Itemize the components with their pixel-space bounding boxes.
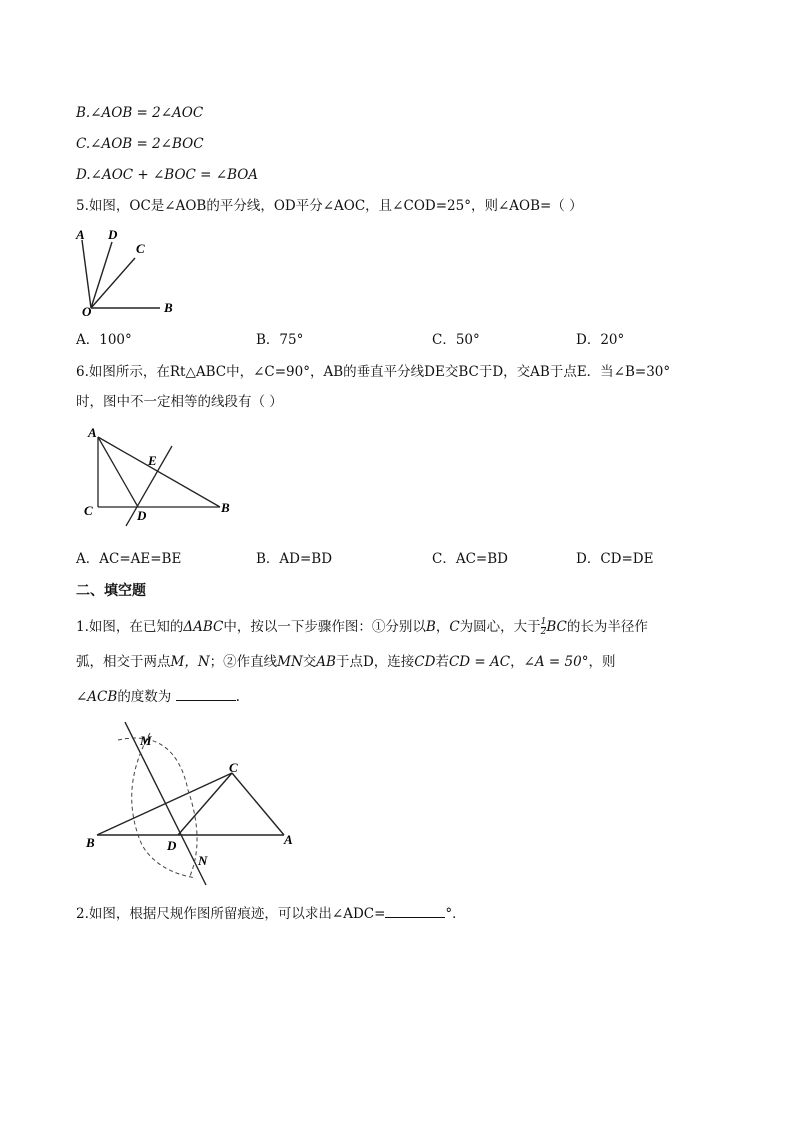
q6-option-b: B．AD=BD <box>256 551 333 567</box>
fill1-label-c: C <box>229 760 238 775</box>
q5-option-a: A．100° <box>76 332 132 348</box>
q6-option-d: D．CD=DE <box>576 551 654 567</box>
q6-label-e: E <box>148 453 157 468</box>
q5-option-d: D．20° <box>576 332 625 348</box>
section-title-fill-in: 二、填空题 <box>76 583 146 599</box>
fill2-stem: 2.如图，根据尺规作图所留痕迹，可以求出∠ADC= °． <box>76 903 466 923</box>
fill1-label-b: B <box>86 835 95 850</box>
q5-label-o: O <box>82 304 92 319</box>
q5-option-b: B．75° <box>256 332 304 348</box>
q6-option-c: C．AC=BD <box>432 551 508 567</box>
fill1-label-a: A <box>284 832 293 847</box>
q5-label-d: D <box>108 227 118 242</box>
fill1-label-m: M <box>140 733 152 748</box>
q5-label-c: C <box>136 241 145 256</box>
fraction-one-half: $\frac{1}{2}$ <box>540 617 547 637</box>
q6-option-a: A．AC=AE=BE <box>76 551 182 567</box>
q6-label-d: D <box>137 508 147 523</box>
q5-label-a: A <box>76 227 85 242</box>
q6-stem-line1: 6.如图所示，在Rt△ABC中，∠C=90°，AB的垂直平分线DE交BC于D，交AB于点E．当∠B=30° <box>76 364 671 380</box>
q6-stem-line2: 时，图中不一定相等的线段有（ ） <box>76 394 283 410</box>
q5-label-b: B <box>164 300 173 315</box>
answer-blank-2[interactable] <box>385 903 445 918</box>
q6-label-b: B <box>221 500 230 515</box>
q4-option-d: D.∠AOC + ∠BOC = ∠BOA <box>76 167 259 183</box>
fill1-line2: 弧，相交于两点M，N；②作直线MN交AB于点D，连接CD若CD = AC，∠A = 50°，则 <box>76 654 616 670</box>
fill1-line1: 1.如图，在已知的ΔABC中，按以一下步骤作图：①分别以B，C为圆心，大于 $\frac{1}{2}$ BC的长为半径作 <box>76 617 648 637</box>
q4-option-b: B.∠AOB = 2∠AOC <box>76 105 204 121</box>
q6-label-a: A <box>88 425 97 440</box>
q6-label-c: C <box>84 503 93 518</box>
fill1-line3: ∠ACB的度数为 . <box>76 686 240 706</box>
q5-stem: 5.如图，OC是∠AOB的平分线，OD平分∠AOC，且∠COD=25°，则∠AOB=（ ） <box>76 198 583 214</box>
q5-option-c: C．50° <box>432 332 480 348</box>
q4-option-c: C.∠AOB = 2∠BOC <box>76 136 204 152</box>
fill1-label-n: N <box>198 853 208 868</box>
fill1-label-d: D <box>167 838 177 853</box>
